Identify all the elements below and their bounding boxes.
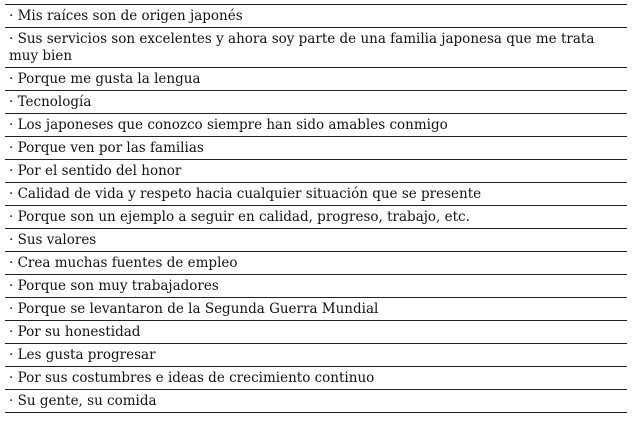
table-row [5,137,627,160]
row-text: · Mis raíces son de origen japonés [9,8,243,24]
row-text: · Por el sentido del honor [9,163,182,179]
table-row [5,275,627,298]
table-row [5,160,627,183]
row-text: · Calidad de vida y respeto hacia cualquier situación que se presente [9,186,482,202]
row-text: · Porque ven por las familias [9,140,204,156]
table-row [5,344,627,367]
table-row [5,114,627,137]
row-text: · Crea muchas fuentes de empleo [9,255,238,271]
table-row [5,390,627,413]
table-row [5,68,627,91]
row-text: · Su gente, su comida [9,393,157,409]
row-text: · Sus servicios son excelentes y ahora soy parte de una familia japonesa que me trata muy bien [9,31,595,64]
table-row [5,252,627,275]
row-text: · Los japoneses que conozco siempre han sido amables conmigo [9,117,448,133]
row-text: · Porque se levantaron de la Segunda Guerra Mundial [9,301,379,317]
row-text: · Sus valores [9,232,97,248]
row-text: · Por su honestidad [9,324,141,340]
table-row [5,298,627,321]
row-text: · Porque son muy trabajadores [9,278,219,294]
table-row [5,229,627,252]
row-text: · Por sus costumbres e ideas de crecimiento continuo [9,370,375,386]
table-row [5,321,627,344]
table-row [5,5,627,28]
table-row [5,206,627,229]
table-row [5,183,627,206]
table-row [5,28,627,68]
table-row [5,367,627,390]
row-text: · Tecnología [9,94,92,110]
reasons-table [5,4,627,413]
table-row [5,91,627,114]
row-text: · Les gusta progresar [9,347,156,363]
row-text: · Porque me gusta la lengua [9,71,201,87]
row-text: · Porque son un ejemplo a seguir en calidad, progreso, trabajo, etc. [9,209,470,225]
